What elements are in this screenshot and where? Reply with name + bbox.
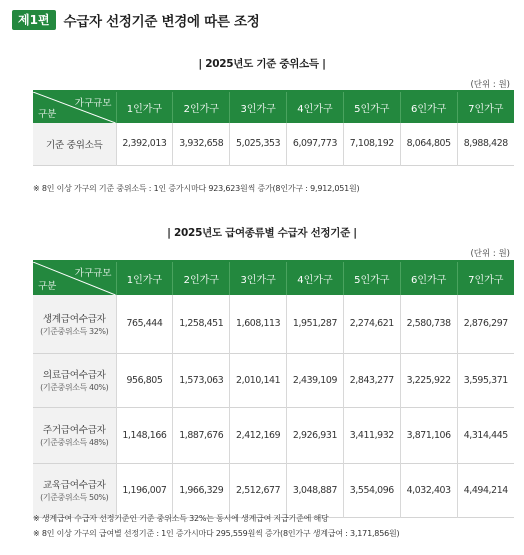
table1-title: | 2025년도 기준 중위소득 |	[198, 58, 326, 70]
table-cell: 1,148,166	[116, 407, 173, 463]
column-header: 1인가구	[116, 91, 173, 123]
table-cell: 1,608,113	[230, 295, 287, 353]
row-header	[33, 353, 116, 407]
table-cell: 7,108,192	[343, 123, 400, 165]
table-header-row	[33, 261, 514, 295]
table-cell: 6,097,773	[287, 123, 344, 165]
row-label: 생계급여수급자	[42, 313, 106, 325]
table-cell: 3,871,106	[400, 407, 457, 463]
column-header: 7인가구	[457, 91, 514, 123]
table-cell: 1,258,451	[173, 295, 230, 353]
table-cell: 3,932,658	[173, 123, 230, 165]
table-cell: 956,805	[116, 353, 173, 407]
row-label: 기준 중위소득	[45, 139, 103, 151]
table-cell: 3,411,932	[343, 407, 400, 463]
table2-title: | 2025년도 급여종류별 수급자 선정기준 |	[167, 227, 357, 239]
table-cell: 2,439,109	[287, 353, 344, 407]
table2-unit: (단위 : 원)	[470, 249, 510, 259]
table-cell: 2,926,931	[287, 407, 344, 463]
row-header	[33, 407, 116, 463]
table-cell: 1,573,063	[173, 353, 230, 407]
table2-note-1: ※ 생계급여 수급자 선정기준인 기준 중위소득 32%는 동시에 생계급여 지급기준에 해당	[33, 514, 329, 523]
table1-note: ※ 8인 이상 가구의 기준 중위소득 : 1인 증가시마다 923,623원씩 증가(8인가구 : 9,912,051원)	[33, 184, 360, 193]
table-row	[33, 407, 514, 463]
table-cell: 4,314,445	[457, 407, 514, 463]
table-cell: 8,988,428	[457, 123, 514, 165]
table-row	[33, 123, 514, 165]
column-header: 3인가구	[230, 261, 287, 295]
table-cell: 4,494,214	[457, 463, 514, 517]
table-row	[33, 353, 514, 407]
row-sublabel: (기준중위소득 48%)	[40, 438, 109, 447]
corner-col-label: 가구규모	[74, 98, 112, 109]
corner-header-cell	[33, 91, 116, 123]
row-sublabel: (기준중위소득 32%)	[40, 326, 109, 336]
column-header: 5인가구	[343, 261, 400, 295]
corner-row-label: 구분	[38, 109, 57, 120]
column-header: 2인가구	[173, 261, 230, 295]
column-header: 6인가구	[400, 91, 457, 123]
recipient-criteria-table	[33, 260, 514, 518]
column-header: 4인가구	[287, 91, 344, 123]
table-cell: 8,064,805	[400, 123, 457, 165]
table2-note-2: ※ 8인 이상 가구의 급여별 선정기준 : 1인 증가시마다 295,559원씩 증가(8인가구 생계급여 : 3,171,856원)	[33, 529, 400, 538]
table-cell: 1,196,007	[116, 463, 173, 517]
table-cell: 2,580,738	[400, 295, 457, 353]
table-header-row	[33, 91, 514, 123]
column-header: 6인가구	[400, 261, 457, 295]
chapter-title: 수급자 선정기준 변경에 따른 조정	[63, 14, 260, 30]
row-label: 교육급여수급자	[42, 480, 106, 491]
table-cell: 2,010,141	[230, 353, 287, 407]
table-cell: 2,876,297	[457, 295, 514, 353]
row-header	[33, 295, 116, 353]
table-cell: 2,843,277	[343, 353, 400, 407]
row-sublabel: (기준중위소득 50%)	[40, 493, 109, 502]
table-cell: 2,512,677	[230, 463, 287, 517]
row-sublabel: (기준중위소득 40%)	[40, 383, 109, 392]
median-income-table	[33, 90, 514, 166]
row-label: 주거급여수급자	[42, 425, 106, 436]
table-cell: 3,225,922	[400, 353, 457, 407]
corner-header-cell	[33, 261, 116, 295]
table-cell: 1,966,329	[173, 463, 230, 517]
table-cell: 2,274,621	[343, 295, 400, 353]
column-header: 2인가구	[173, 91, 230, 123]
table1-unit: (단위 : 원)	[470, 80, 510, 90]
table-cell: 5,025,353	[230, 123, 287, 165]
table-cell: 1,951,287	[287, 295, 344, 353]
table-cell: 3,048,887	[287, 463, 344, 517]
table-cell: 4,032,403	[400, 463, 457, 517]
table-cell: 3,595,371	[457, 353, 514, 407]
column-header: 4인가구	[287, 261, 344, 295]
chapter-badge: 제1편	[12, 10, 56, 30]
corner-col-label: 가구규모	[74, 268, 112, 279]
corner-row-label: 구분	[38, 281, 57, 292]
table-cell: 2,392,013	[116, 123, 173, 165]
row-header	[33, 123, 116, 165]
column-header: 3인가구	[230, 91, 287, 123]
table-row	[33, 295, 514, 353]
table-cell: 3,554,096	[343, 463, 400, 517]
column-header: 1인가구	[116, 261, 173, 295]
table-cell: 2,412,169	[230, 407, 287, 463]
column-header: 7인가구	[457, 261, 514, 295]
chapter-header	[12, 10, 260, 30]
table-row	[33, 463, 514, 517]
column-header: 5인가구	[343, 91, 400, 123]
table-cell: 1,887,676	[173, 407, 230, 463]
row-header	[33, 463, 116, 517]
row-label: 의료급여수급자	[42, 370, 106, 381]
table-cell: 765,444	[116, 295, 173, 353]
